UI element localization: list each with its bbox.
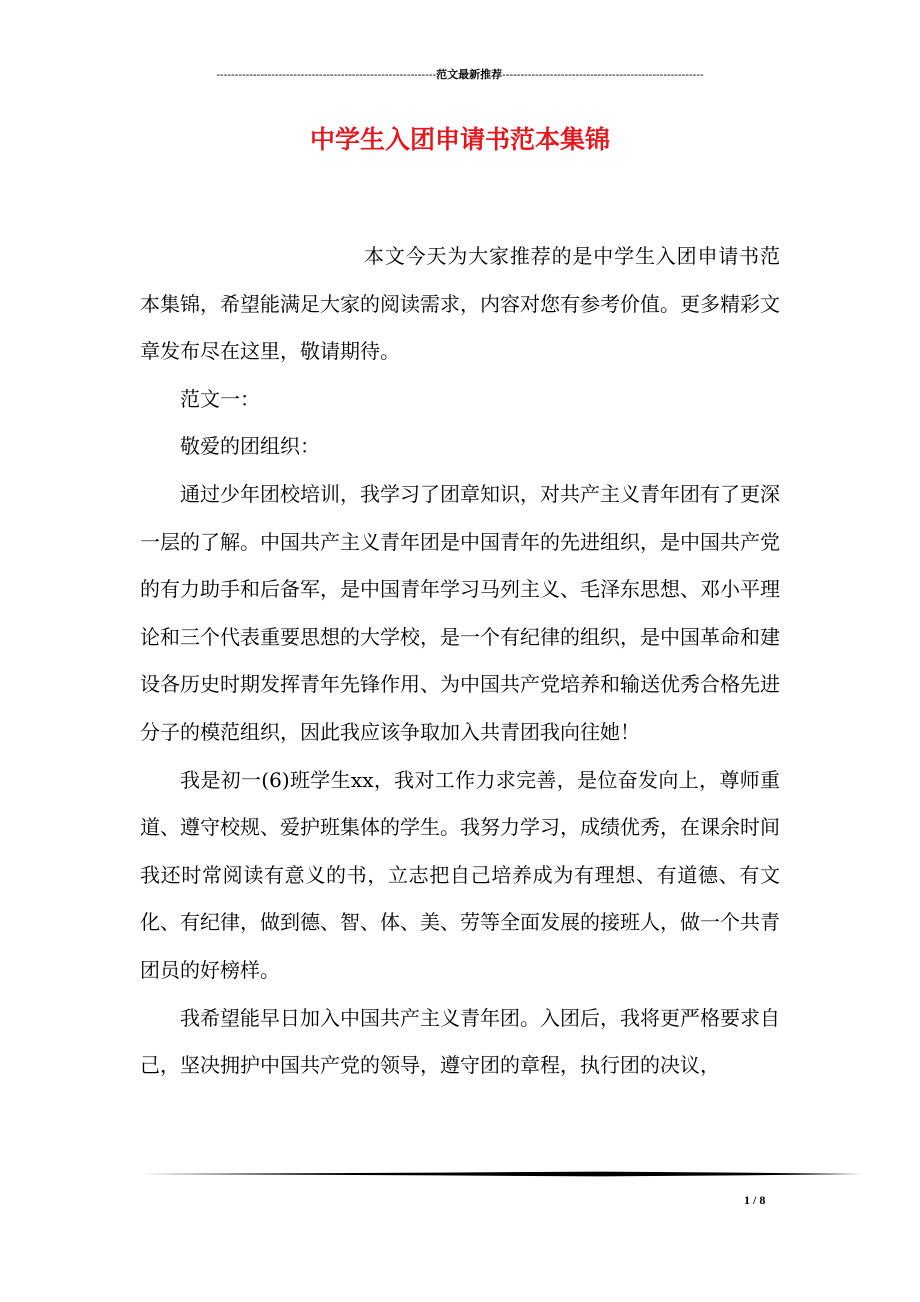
salutation: 敬爱的团组织： [180,434,320,459]
footer-rule [140,1171,862,1177]
document-title: 中学生入团申请书范本集锦 [309,125,610,154]
section-heading: 范文一： [180,386,260,411]
page-header [140,68,780,82]
body-paragraph: 我希望能早日加入中国共产主义青年团。入团后，我将更严格要求自己，坚决拥护中国共产党的领导，遵守团的章程，执行团的决议， [140,1005,780,1078]
body-paragraph: 我是初一(6)班学生xx，我对工作力求完善，是位奋发向上，尊师重道、遵守校规、爱护班集体的学生。我努力学习，成绩优秀，在课余时间我还时常阅读有意义的书，立志把自己培养成为有理想、有道德、有文化、有纪律，做到德、智、体、美、劳等全面发展的接班人，做一个共青团员的好榜样。 [140,767,780,982]
document-body [140,233,780,1090]
body-paragraph: 通过少年团校培训，我学习了团章知识，对共产主义青年团有了更深一层的了解。中国共产主义青年团是中国青年的先进组织，是中国共产党的有力助手和后备军，是中国青年学习马列主义、毛泽东思想、邓小平理论和三个代表重要思想的大学校，是一个有纪律的组织，是中国革命和建设各历史时期发挥青年先锋作用、为中国共产党培养和输送优秀合格先进分子的模范组织，因此我应该争取加入共青团我向往她！ [140,481,780,744]
header-dashes-right: ------------------------------------------------------- [502,69,704,81]
intro-paragraph: 本文今天为大家推荐的是中学生入团申请书范本集锦，希望能满足大家的阅读需求，内容对您有参考价值。更多精彩文章发布尽在这里，敬请期待。 [140,244,780,364]
page-number: 1 / 8 [744,1193,766,1207]
header-dashes-left: ------------------------------------------------------------ [216,69,437,81]
header-label: 范文最新推荐 [436,69,503,81]
